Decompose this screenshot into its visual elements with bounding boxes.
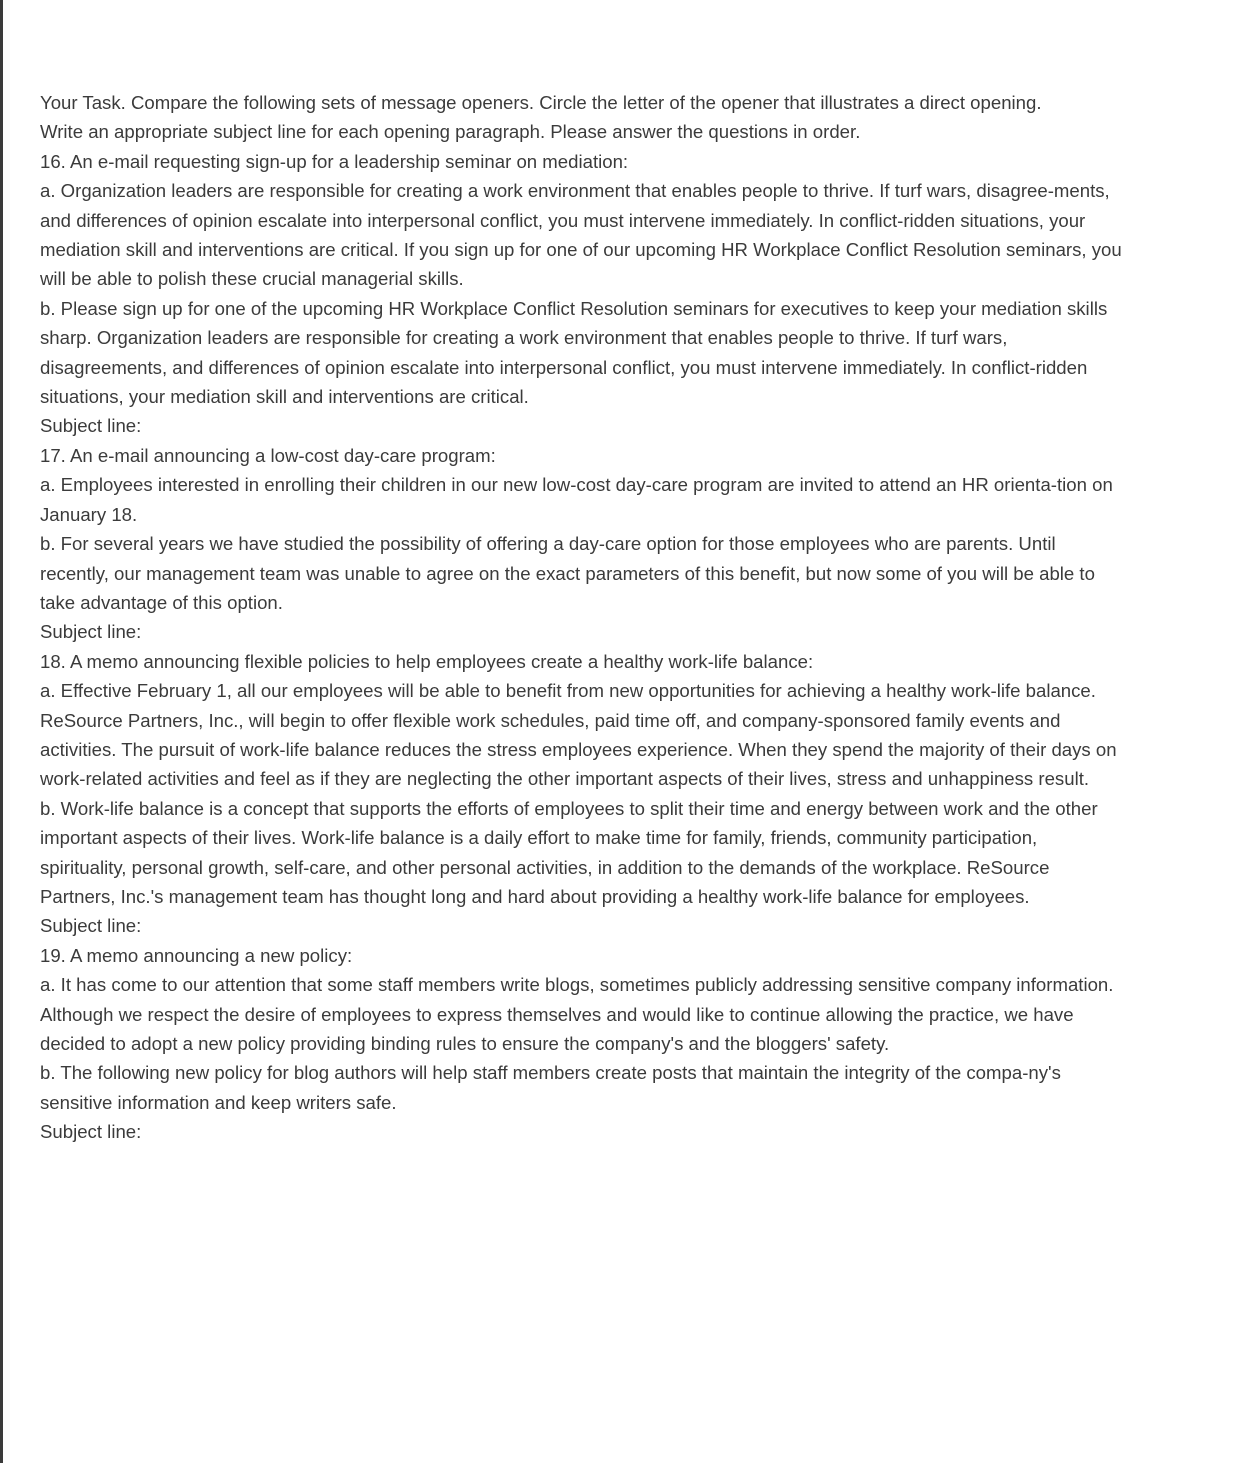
question-19-option-a: decided to adopt a new policy providing binding rules to ensure the company's and the bloggers' safety. [40, 1033, 890, 1054]
question-17-option-a: January 18. [40, 503, 138, 525]
question-18-option-a: ReSource Partners, Inc., will begin to offer flexible work schedules, paid time off, and company-sponsored family events and [40, 709, 1061, 731]
question-17-option-b: b. For several years we have studied the possibility of offering a day-care option for those employees who are parents. Until [40, 533, 1056, 555]
question-18-option-b: important aspects of their lives. Work-life balance is a daily effort to make time for family, friends, community participation, [40, 827, 1038, 849]
question-17-heading: 17. An e-mail announcing a low-cost day-care program: [40, 444, 496, 466]
question-16-option-a: and differences of opinion escalate into interpersonal conflict, you must intervene immediately. In conflict-ridden situations, your [40, 209, 1086, 231]
document-body [40, 88, 1238, 1147]
question-16-heading: 16. An e-mail requesting sign-up for a leadership seminar on mediation: [40, 150, 629, 172]
question-17-option-b: recently, our management team was unable to agree on the exact parameters of this benefit, but now some of you will be able to [40, 562, 1095, 584]
question-19-option-b: b. The following new policy for blog authors will help staff members create posts that maintain the integrity of the compa-ny's [40, 1062, 1061, 1084]
question-19-subject-line: Subject line: [40, 1121, 142, 1143]
question-18-option-a: work-related activities and feel as if they are neglecting the other important aspects of their lives, stress and unhappiness result. [40, 768, 1090, 790]
question-19-option-b: sensitive information and keep writers safe. [40, 1091, 397, 1113]
task-instruction: Write an appropriate subject line for each opening paragraph. Please answer the questions in order. [40, 121, 861, 143]
question-19-heading: 19. A memo announcing a new policy: [40, 944, 353, 966]
question-19-option-a: a. It has come to our attention that some staff members write blogs, sometimes publicly addressing sensitive company information. [40, 974, 1114, 996]
question-19-option-a: Although we respect the desire of employees to express themselves and would like to continue allowing the practice, we have [40, 1003, 1074, 1025]
question-16-subject-line: Subject line: [40, 415, 142, 437]
question-16-option-a: will be able to polish these crucial managerial skills. [40, 268, 464, 290]
question-16-option-b: situations, your mediation skill and interventions are critical. [40, 386, 529, 408]
question-16-option-b: sharp. Organization leaders are responsible for creating a work environment that enables people to thrive. If turf wars, [40, 327, 1008, 349]
question-16-option-b: disagreements, and differences of opinion escalate into interpersonal conflict, you must intervene immediately. In conflict-ridden [40, 356, 1088, 378]
task-instruction: Your Task. Compare the following sets of message openers. Circle the letter of the opener that illustrates a direct opening. [40, 92, 1042, 113]
question-16-option-b: b. Please sign up for one of the upcoming HR Workplace Conflict Resolution seminars for executives to keep your mediation skills [40, 297, 1108, 319]
question-16-option-a: mediation skill and interventions are critical. If you sign up for one of our upcoming HR Workplace Conflict Resolution seminars, you [40, 239, 1122, 261]
question-17-subject-line: Subject line: [40, 621, 142, 643]
question-17-option-a: a. Employees interested in enrolling their children in our new low-cost day-care program are invited to attend an HR orienta-tion on [40, 474, 1113, 496]
question-18-option-b: Partners, Inc.'s management team has thought long and hard about providing a healthy work-life balance for employees. [40, 885, 1030, 907]
question-18-heading: 18. A memo announcing flexible policies to help employees create a healthy work-life balance: [40, 650, 814, 672]
page-left-edge [0, 0, 3, 1463]
question-18-option-b: spirituality, personal growth, self-care, and other personal activities, in addition to the demands of the workplace. ReSource [40, 856, 1050, 878]
question-16-option-a: a. Organization leaders are responsible for creating a work environment that enables people to thrive. If turf wars, disagree-ments, [40, 180, 1110, 202]
question-17-option-b: take advantage of this option. [40, 591, 283, 613]
question-18-option-a: activities. The pursuit of work-life balance reduces the stress employees experience. When they spend the majority of their days on [40, 738, 1117, 760]
question-18-option-b: b. Work-life balance is a concept that supports the efforts of employees to split their time and energy between work and the other [40, 797, 1098, 819]
question-18-option-a: a. Effective February 1, all our employees will be able to benefit from new opportunities for achieving a healthy work-life balance. [40, 680, 1096, 702]
question-18-subject-line: Subject line: [40, 915, 142, 937]
